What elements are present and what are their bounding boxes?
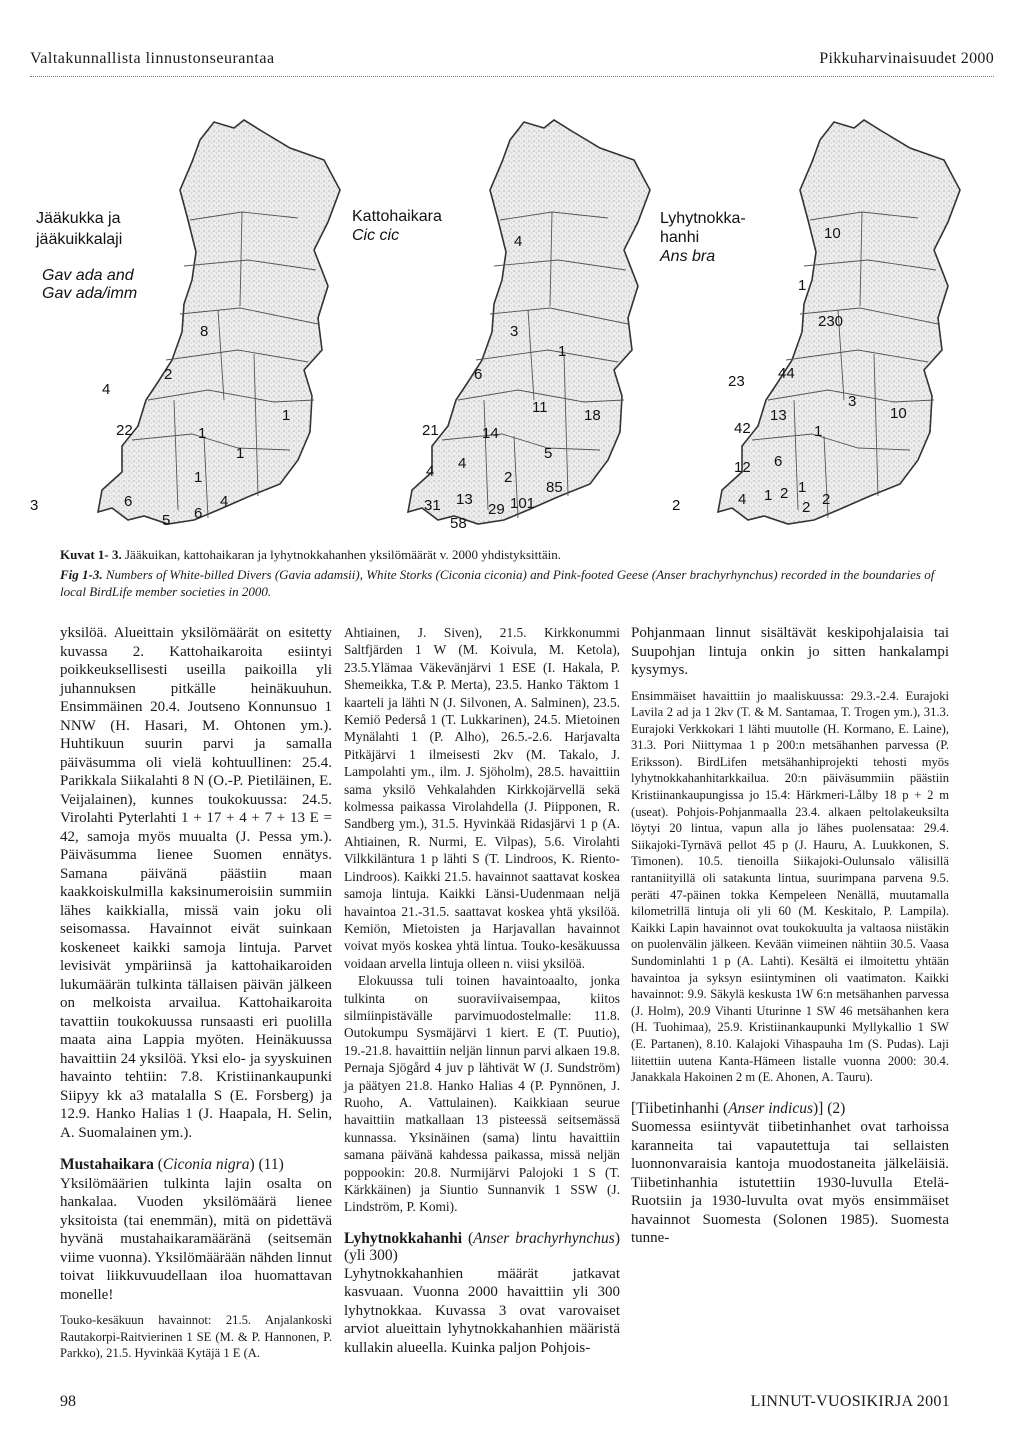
map-3-code-line-1: Ans bra <box>660 248 716 265</box>
black-stork-latin: Ciconia nigra <box>162 1156 250 1173</box>
column-middle <box>344 624 620 1357</box>
map-label: 6 <box>124 493 133 510</box>
column-left <box>60 624 332 1362</box>
running-header-title: Valtakunnallista linnustonseurantaa <box>30 50 275 67</box>
map-label: 4 <box>102 381 111 398</box>
map-label: 1 <box>798 479 807 496</box>
map-label: 10 <box>890 405 907 422</box>
pink-footed-goose-count: (yli 300) <box>344 1247 398 1265</box>
map-label: 1 <box>198 425 207 442</box>
bar-headed-goose-paragraph: Suomessa esiintyvät tiibetinhanhet ovat tarhoissa karanneita tai vapautettuja tai sellaisten luonnonvaraisia kantoja muodostaneita jälkeläisiä. Tiibetinhanhia istutettiin 1930-luvulla Etelä-Ruotsiin ja 1930-luvulta ovat myös ensimmäiset havainnot Suomesta (Solonen 1985). Suomesta tunne- <box>631 1119 949 1247</box>
pink-footed-goose-latin: Anser brachyrhynchus <box>473 1229 615 1247</box>
map-label: 1 <box>558 343 567 360</box>
map-2-code-line-1: Cic cic <box>352 227 400 244</box>
map-label: 3 <box>30 497 39 514</box>
black-stork-records-cont: Ahtiainen, J. Siven), 21.5. Kirkkonummi Saltfjärden 1 W (M. Koivula, M. Ketola), 23.5.Ylämaa Väkevänjärvi 1 ESE (I. Hakala, P. Shemeikka, T.& P. Merta), 23.5. Hanko Täktom 1 kaarteli ja lähti N (J. Silvonen, A. Salminen), 23.5. Kemiö Pederså 1 (T. Lukkarinen), 24.5. Mietoinen Mynälahti 1 (P. Alho), 26.5.-2.6. Harjavalta Pitkäjärvi 1 ilmeisesti 2kv (M. Takalo, J. Lampolahti ym., ilm. J. Sjöholm), 28.5. havaittiin sama yksilö Vehkalahden Kirkkojärvellä sekä kolmessa paikassa Virolahdella (J. Piipponen, R. Sandberg ym.), 31.5. Hyvinkää Ridasjärvi 1 p (A. Ahtiainen, R. Nurmi, E. Vilpas), 5.6. Virolahti Vilkkiläntura 1 p lähti S (T. Lindroos, K. Riento-Lindroos). Kaikki 21.5. havainnot saattavat koskea samoja lintuja. Kaikki Länsi-Uudenmaan neljä havaintoa 21.-31.5. saattavat koskea yhtä yksilöä. Kemiön, Mietoisten ja Harjavallan havainnot voivat myös koskea yhtä lintua. Touko-kesäkuussa voidaan arvella lintuja olleen n. viisi yksilöä. <box>344 625 620 971</box>
caption-fi-label: Kuvat 1- 3. <box>60 547 122 562</box>
map-3-title-line-1: Lyhytnokka- <box>660 210 746 227</box>
map-label: 14 <box>482 425 499 442</box>
black-stork-name: Mustahaikara <box>60 1156 154 1173</box>
pink-footed-goose-records: Ensimmäiset havaittiin jo maaliskuussa: 29.3.-2.4. Eurajoki Lavila 2 ad ja 1 2kv (T. & M. Santamaa, T. Trogen ym.), 31.3. Eurajoki Verkkokari 1 lähti muutolle (H. Kormano, E. Laine), 31.3. Pori Niittymaa 1 p 200:n metsähanhen parvessa (P. Eriksson). BirdLifen metsähanhiprojekti tehosti myös lyhytnokkahanhitarkkailua. 20:n päiväsummiin päästiin Kristiinankaupungissa jo 15.4: Härkmeri-Lålby 18 p + 2 m (useat). Pohjois-Pohjanmaalla 23.4. alkaen peltolakeuksilta löytyi 20 lintua, vapun alla jo lähes puolensataa: 29.4. Siikajoki-Tyrnävä pellot 45 p (J. Hauru, A. Luukkonen, S. Timonen). 10.5. tienoilla Siikajoki-Oulunsalo välisillä rantaniityillä oli satakunta lintua, suurimpana parvena 9.5. peräti 47-päinen tokka Kempeleen Nenällä, muutamalla kilometrillä lintuja oli yli 60 (M. Keskitalo, P. Lampila). Kaikki Lapin havainnot ovat toukokuulta ja valtaosa niistäkin on puolenvälin jälkeen. Kevään viimeinen nähtiin 30.5. Vaasa Sundominlahti 1 p (A. Lahti). Kesältä ei ilmoitettu yhtään havaintoa ja syksyn esiintyminen oli vaatimaton. Kaikki havainnot: 9.9. Säkylä keskusta 1W 6:n metsähanhen parvessa (J. Holm), 20.9 Vihanti Uturinne 1 SW 46 metsähanhen kera (H. Tuohimaa), 25.9. Kristiinankaupunki Myllykallio 1 SW (E. Partanen), 8.10. Kalajoki Vihaspauha 1m (S. Pudas). Laji liitettiin uutena Kanta-Hämeen listalle vuonna 2000: 30.4. Janakkala Hakoinen 2 m (E. Ahonen, A. Tauru). <box>631 688 949 1085</box>
map-label: 13 <box>456 491 473 508</box>
bar-headed-goose-latin: Anser indicus <box>728 1099 813 1117</box>
maps-figure <box>28 100 996 540</box>
map-label: 6 <box>774 453 783 470</box>
map-label: 4 <box>426 463 435 480</box>
caption-finnish <box>60 546 960 564</box>
running-header-section: Pikkuharvinaisuudet 2000 <box>819 50 994 67</box>
map-label: 1 <box>814 423 823 440</box>
caption-english <box>60 566 960 600</box>
map-label: 6 <box>474 366 483 383</box>
map-label: 44 <box>778 365 795 382</box>
map-label: 2 <box>780 485 789 502</box>
running-header <box>30 50 994 76</box>
figure-caption <box>60 546 960 600</box>
caption-en-label: Fig 1-3. <box>60 567 103 582</box>
pink-footed-goose-paragraph-cont: Pohjanmaan linnut sisältävät keskipohjalaisia tai Suupohjan lintuja onkin jo sitten hankalampi kysymys. <box>631 625 949 678</box>
map-label: 2 <box>822 491 831 508</box>
journal-name: LINNUT-VUOSIKIRJA 2001 <box>750 1393 950 1410</box>
map-label: 2 <box>802 499 811 516</box>
map-label: 1 <box>236 445 245 462</box>
bar-headed-goose-heading: [Tiibetinhanhi (Anser indicus)] (2) <box>631 1099 846 1117</box>
map-label: 2 <box>672 497 681 514</box>
map-label: 1 <box>798 277 807 294</box>
map-label: 18 <box>584 407 601 424</box>
map-label: 2 <box>164 366 173 383</box>
map-label: 3 <box>510 323 519 340</box>
header-divider <box>30 76 994 77</box>
map-label: 230 <box>818 313 844 330</box>
map-label: 12 <box>734 459 751 476</box>
map-label: 2 <box>504 469 513 486</box>
map-3-title-line-2: hanhi <box>660 229 700 246</box>
maps-svg <box>28 100 996 540</box>
map-label: 10 <box>824 225 841 242</box>
map-label: 1 <box>282 407 291 424</box>
map-label: 21 <box>422 422 439 439</box>
pink-footed-goose-heading: Lyhytnokkahanhi (Anser brachyrhynchus) (yli 300) <box>344 1229 620 1265</box>
map-label: 8 <box>200 323 209 340</box>
map-1-title-line-1: Jääkukka ja <box>36 210 121 227</box>
map-label: 4 <box>220 493 229 510</box>
map-label: 5 <box>162 512 171 529</box>
map-label: 4 <box>514 233 523 250</box>
map-label: 42 <box>734 420 751 437</box>
map-white-billed-diver <box>30 120 340 529</box>
map-label: 1 <box>194 469 203 486</box>
caption-fi-text: Jääkuikan, kattohaikaran ja lyhytnokkahanhen yksilömäärät v. 2000 yhdistyksittäin. <box>121 547 562 562</box>
black-stork-records: Touko-kesäkuun havainnot: 21.5. Anjalankoski Rautakorpi-Raitvierinen 1 SE (M. & P. Hannonen, P. Parkko), 21.5. Hyvinkää Kytäjä 1 E (A. <box>60 1313 332 1361</box>
map-white-stork <box>352 120 650 532</box>
map-label: 85 <box>546 479 563 496</box>
map-label: 5 <box>544 445 553 462</box>
map-label: 22 <box>116 422 133 439</box>
pink-footed-goose-paragraph: Lyhytnokkahanhien määrät jatkavat kasvuaan. Vuonna 2000 havaittiin yli 300 lyhytnokkaa. Kuvassa 3 ovat varovaiset arviot alueittain lyhytnokkahanhien määristä kullakin alueella. Kuinka paljon Pohjois- <box>344 1265 620 1356</box>
caption-en-text: Numbers of White-billed Divers (Gavia adamsii), White Storks (Ciconia ciconia) and Pink-footed Geese (Anser brachyrhynchus) recorded in the boundaries of local BirdLife member societies in 2000. <box>60 567 935 599</box>
bar-headed-goose-name: [Tiibetinhanhi <box>631 1099 720 1117</box>
map-2-title-line-1: Kattohaikara <box>352 208 442 225</box>
page-number: 98 <box>60 1393 76 1410</box>
map-label: 29 <box>488 501 505 518</box>
map-1-code-line-1: Gav ada and <box>42 267 134 284</box>
black-stork-count: (11) <box>258 1156 284 1173</box>
map-label: 1 <box>764 487 773 504</box>
map-1-code-line-2: Gav ada/imm <box>42 285 138 302</box>
map-label: 23 <box>728 373 745 390</box>
map-label: 13 <box>770 407 787 424</box>
map-pink-footed-goose <box>659 120 960 524</box>
map-label: 11 <box>532 399 548 416</box>
map-label: 6 <box>194 505 203 522</box>
map-label: 4 <box>738 491 747 508</box>
map-label: 4 <box>458 455 467 472</box>
map-label: 31 <box>424 497 441 514</box>
map-label: 58 <box>450 515 467 532</box>
black-stork-august-records: Elokuussa tuli toinen havaintoaalto, jonka tulkinta on suoraviivaisempaa, kiitos silmiinpistävälle parvimuodostelmalle: 11.8. Outokumpu Sysmäjärvi 1 kiert. E (T. Puutio), 19.-21.8. havaittiin neljän linnun parvi alkaen 19.8. Pernaja Sjögård 4 juv p lähtivät W (J. Sundström) ja päätyen 21.8. Hanko Halias 4 (P. Pynnönen, J. Ruoho, A. Vattulainen). Kaikkiaan seurue havaittiin matkallaan 13 pisteessä seitsemässä kunnassa. Yksinäinen (sama) lintu havaittiin samana päivänä kahdessa paikassa, missä neljän poppookin: 20.8. Nurmijärvi Palojoki 1 S (T. Kärkkäinen) ja Siuntio Sunnanvik 1 SSW (J. Lindström, P. Komi). <box>344 973 620 1215</box>
map-label: 101 <box>510 495 536 512</box>
map-label: 3 <box>848 393 857 410</box>
black-stork-heading: Mustahaikara (Ciconia nigra) (11) <box>60 1156 284 1173</box>
map-1-title-line-2: jääkuikkalaji <box>36 231 123 248</box>
pink-footed-goose-name: Lyhytnokkahanhi <box>344 1229 463 1247</box>
column-right <box>631 624 949 1248</box>
stork-paragraph: yksilöä. Alueittain yksilömäärät on esitetty kuvassa 2. Kattohaikaroita esiintyi poikkeuksellisesti useilla paikoilla yli juhannuksen pitkälle heinäkuuhun. Ensimmäinen 20.4. Joutseno Konnunsuo 1 NNW (H. Hasari, M. Ohtonen ym.). Huhtikuun suurin parvi ja samalla päiväsumma oli vielä kohtuullinen: 25.4. Parikkala Siikalahti 8 N (O.-P. Pietiläinen, E. Veijalainen), kunnes toukokuussa: 24.5. Virolahti Pyterlahti 1 + 17 + 4 + 7 + 13 E = 42, samoja myös muualta (J. Pessa ym.). Päiväsumma lienee Suomen ennätys. Samana päivänä päästiin maan kaakkoiskulmilla kaksinumeroisiin summiin lähes kaikkialla, missä vain joku oli seisomassa. Havainnot eivät suinkaan koskeneet kaikki samoja lintuja. Parvet levisivät ympäriinsä ja kattohaikaroiden lukumäärän tulkinta tällaisen päivän jälkeen on melkoista arvailua. Kattohaikaroita tavattiin toukokuussa runsaasti eri puolilla maata aina Lappia myöten. Heinäkuussa havaittiin 24 yksilöä. Yksi elo- ja syyskuinen havainto tehtiin: 7.8. Kristiinankaupunki Siipyy kk a3 matalalla S (E. Forsberg) ja 12.9. Hanko Halias 1 (J. Haapala, H. Selin, A. Suomalainen ym.). <box>60 625 332 1141</box>
bar-headed-goose-count: ] (2) <box>818 1099 846 1117</box>
black-stork-paragraph: Yksilömäärien tulkinta lajin osalta on hankalaa. Vuoden yksilömäärä lienee yksitoista (tai enemmän), mitä on pidettävä hyvänä mustahaikaramääränä (seitsemän viime vuonna). Yksilömäärään nähden linnut toivat liikkuvuudellaan iloa huomattavan monelle! <box>60 1175 332 1303</box>
